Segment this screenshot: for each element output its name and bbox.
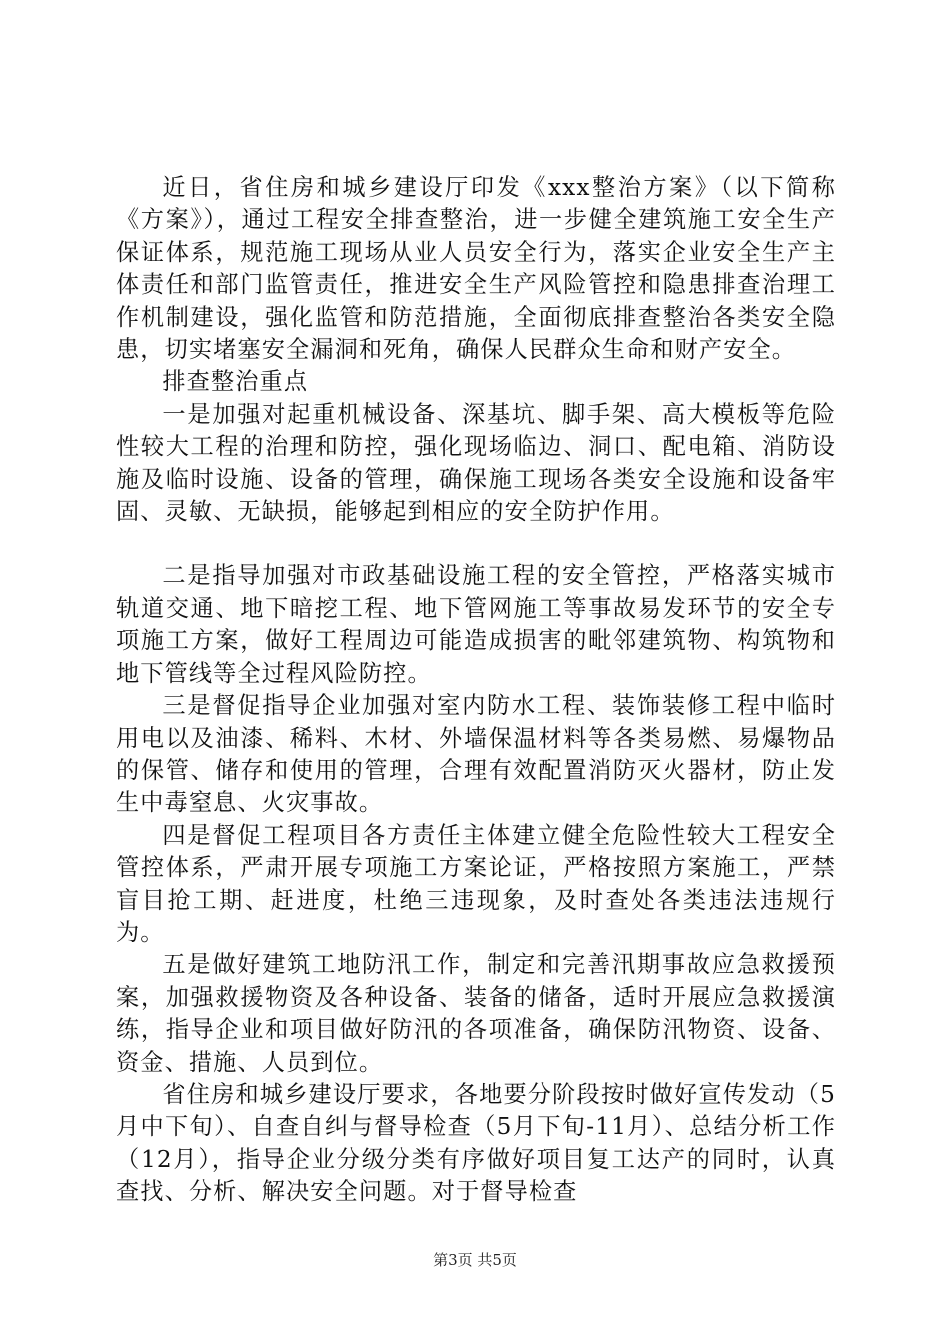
paragraph-item-2: 二是指导加强对市政基础设施工程的安全管控，严格落实城市轨道交通、地下暗挖工程、地下管网施工等事故易发环节的安全专项施工方案，做好工程周边可能造成损害的毗邻建筑物、构筑物和地下管线等全过程风险防控。	[116, 562, 836, 687]
paragraph-item-4: 四是督促工程项目各方责任主体建立健全危险性较大工程安全管控体系，严肃开展专项施工方案论证，严格按照方案施工，严禁盲目抢工期、赶进度，杜绝三违现象，及时查处各类违法违规行为。	[116, 821, 836, 946]
paragraph-item-5: 五是做好建筑工地防汛工作，制定和完善汛期事故应急救援预案，加强救援物资及各种设备、装备的储备，适时开展应急救援演练，指导企业和项目做好防汛的各项准备，确保防汛物资、设备、资金、措施、人员到位。	[116, 951, 836, 1076]
page-footer	[0, 1250, 950, 1270]
paragraph-item-1: 一是加强对起重机械设备、深基坑、脚手架、高大模板等危险性较大工程的治理和防控，强化现场临边、洞口、配电箱、消防设施及临时设施、设备的管理，确保施工现场各类安全设施和设备牢固、灵敏、无缺损，能够起到相应的安全防护作用。	[116, 400, 836, 526]
section-heading: 排查整治重点	[162, 368, 309, 396]
paragraph-gap	[116, 528, 836, 560]
document-body	[116, 172, 836, 1209]
page-number-label: 第3页 共5页	[433, 1251, 517, 1269]
paragraph-intro: 近日，省住房和城乡建设厅印发《xxx整治方案》（以下简称《方案》），通过工程安全排查整治，进一步健全建筑施工安全生产保证体系，规范施工现场从业人员安全行为，落实企业安全生产主体责任和部门监管责任，推进安全生产风险管控和隐患排查治理工作机制建设，强化监管和防范措施，全面彻底排查整治各类安全隐患，切实堵塞安全漏洞和死角，确保人民群众生命和财产安全。	[116, 174, 836, 364]
paragraph-requirements: 省住房和城乡建设厅要求，各地要分阶段按时做好宣传发动（5月中下旬）、自查自纠与督导检查（5月下旬-11月）、总结分析工作（12月），指导企业分级分类有序做好项目复工达产的同时，认真查找、分析、解决安全问题。对于督导检查	[116, 1080, 836, 1206]
paragraph-item-3: 三是督促指导企业加强对室内防水工程、装饰装修工程中临时用电以及油漆、稀料、木材、外墙保温材料等各类易燃、易爆物品的保管、储存和使用的管理，合理有效配置消防灭火器材，防止发生中毒窒息、火灾事故。	[116, 692, 836, 817]
